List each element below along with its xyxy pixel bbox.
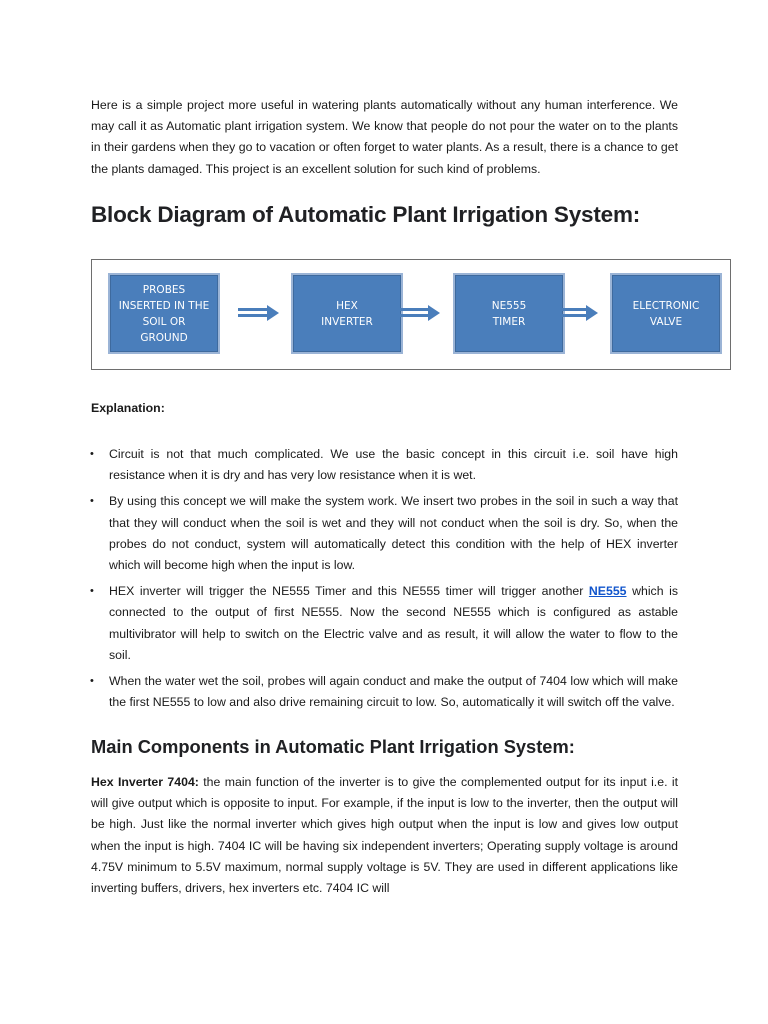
bullet-icon: • [90,585,94,598]
ne555-link[interactable]: NE555 [588,584,627,599]
bullet-icon: • [90,675,94,688]
list-item: • Circuit is not that much complicated. We use the basic concept in this circuit i.e. soil have high resistance when it is dry and has very low resistance when it is wet. [91,444,678,486]
list-item: • HEX inverter will trigger the NE555 Timer and this NE555 timer will trigger another NE555 which is connected to the output of first NE555. Now the second NE555 which is configured as astable multivibrator will help to switch on the Electric valve and as result, it will allow the water to flow to the soil. [91,581,678,666]
arrow-right-icon [237,304,281,324]
list-item: • By using this concept we will make the system work. We insert two probes in the soil in such a way that that they will conduct when the soil is wet and they will not conduct when the soil is dry. So, when the probes do not conduct, system will automatically detect this condition with the help of HEX inverter which will become high when the input is low. [91,491,678,576]
explanation-list [91,444,678,718]
hex-inverter-paragraph: Hex Inverter 7404: the main function of the inverter is to give the complemented output for its input i.e. it will give output which is opposite to input. For example, if the input is low to the inverter, then the output will be high. Just like the normal inverter which gives high output when the input is low and gives low output when the input is high. 7404 IC will be having six independent inverters; Operating supply voltage is around 4.75V minimum to 5.5V maximum, normal supply voltage is 5V. They are used in different applications like inverting buffers, drivers, hex inverters etc. 7404 IC will [91,775,679,896]
bullet-icon: • [90,495,94,508]
arrow-right-icon [398,304,442,324]
hex-inverter-label: Hex Inverter 7404: [91,775,199,789]
block-diagram-heading: Block Diagram of Automatic Plant Irrigation System: [91,201,641,227]
components-heading: Main Components in Automatic Plant Irrigation System: [91,736,575,757]
electronic-valve-block: ELECTRONIC VALVE [610,273,722,354]
hex-inverter-block: HEX INVERTER [291,273,403,354]
block-diagram [91,259,731,370]
arrow-right-icon [556,304,600,324]
components-section [91,772,678,899]
bullet-icon: • [90,448,94,460]
ne555-timer-block: NE555 TIMER [453,273,565,354]
explanation-label: Explanation: [91,401,165,415]
probes-block: PROBES INSERTED IN THE SOIL OR GROUND [108,273,220,354]
intro-paragraph: Here is a simple project more useful in watering plants automatically without any human interference. We may call it as Automatic plant irrigation system. We know that people do not pour the water on to the plants in their gardens when they go to vacation or often forget to water plants. As a result, there is a chance to get the plants damaged. This project is an excellent solution for such kind of problems. [91,98,678,176]
intro-section [91,95,678,229]
list-item: • When the water wet the soil, probes will again conduct and make the output of 7404 low which will make the first NE555 to low and also drive remaining circuit to low. So, automatically it will switch off the valve. [91,671,678,713]
